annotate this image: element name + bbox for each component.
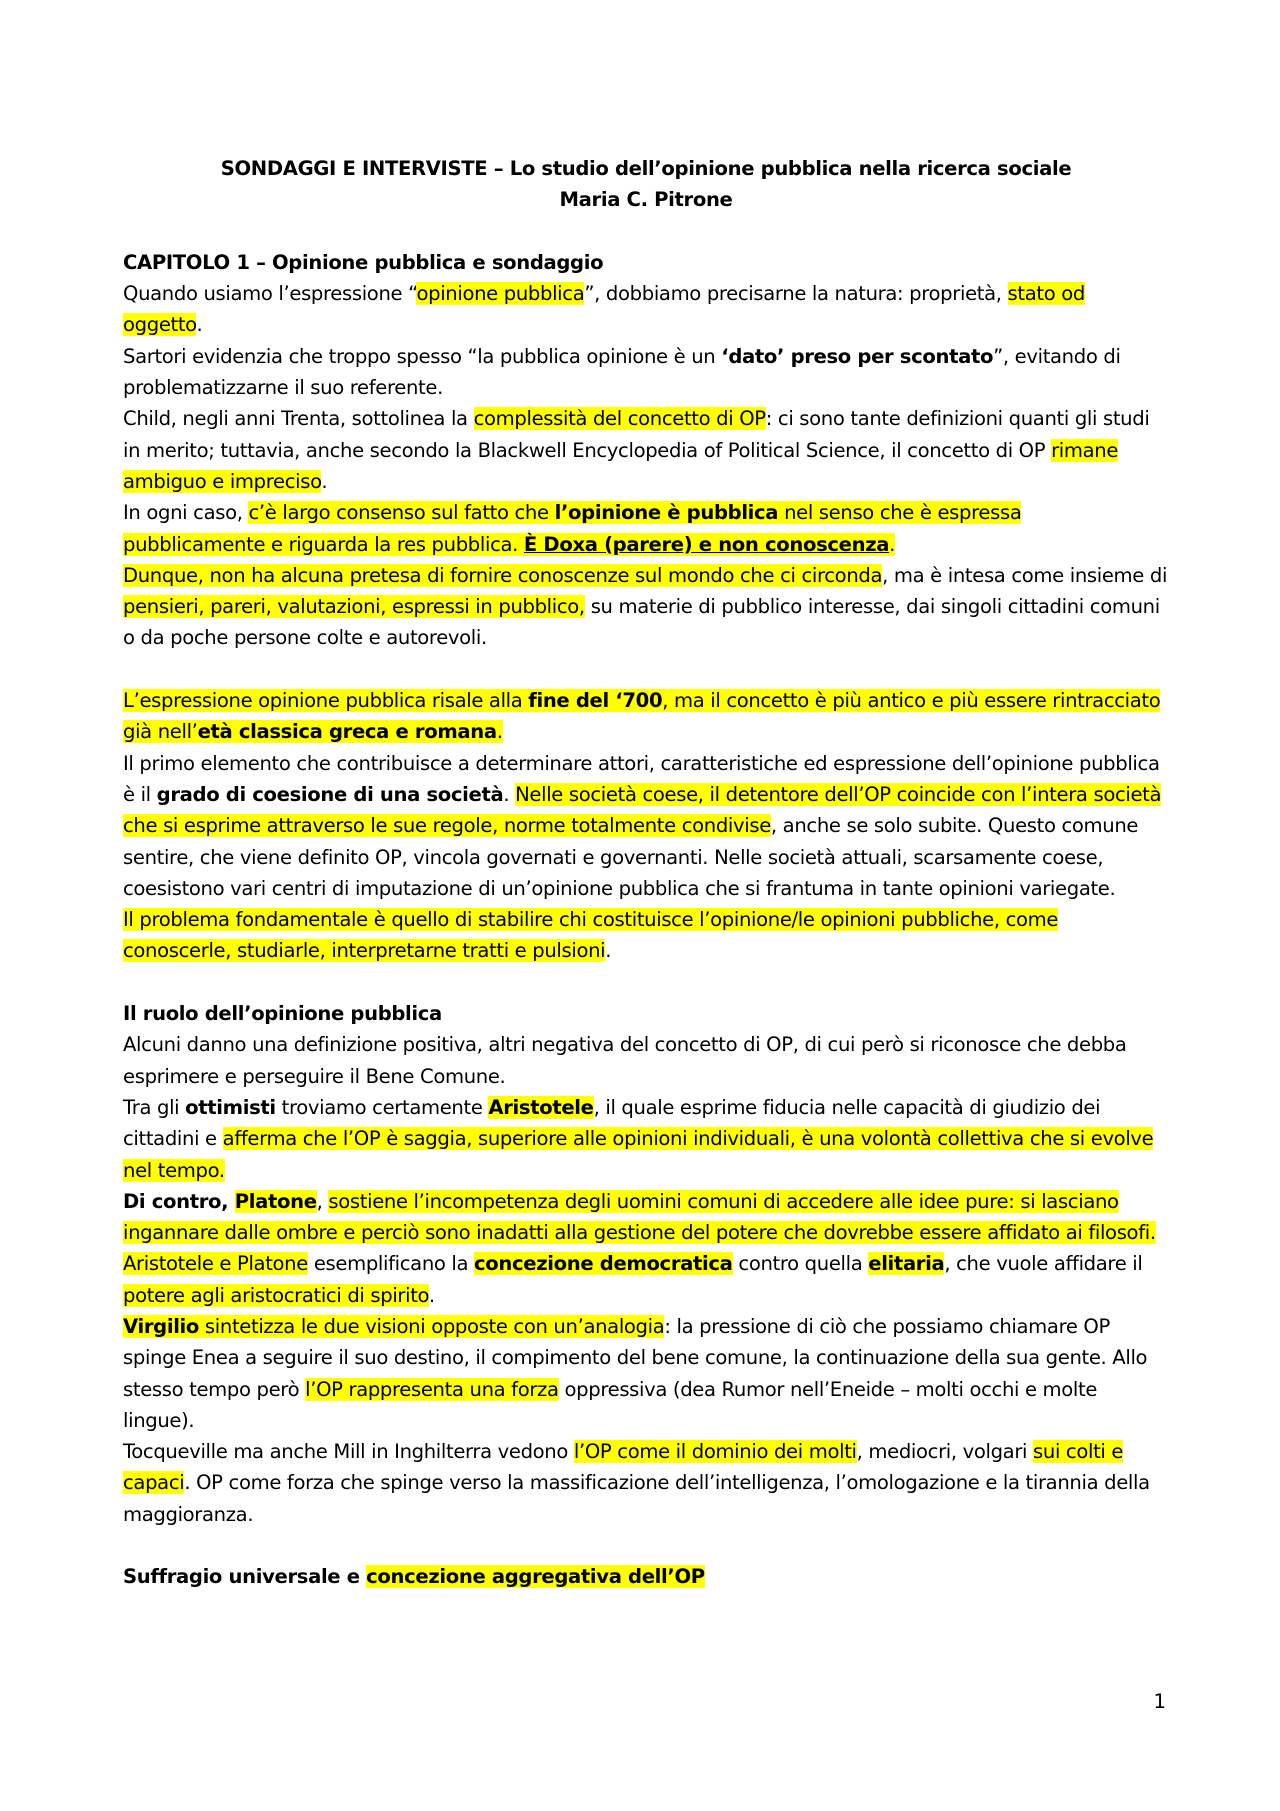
blank-line [123,654,1169,685]
paragraph: Il problema fondamentale è quello di stabilire chi costituisce l’opinione/le opinioni pubbliche, come conoscerle, studiarle, interpretarne tratti e pulsioni. [123,908,1059,963]
paragraph: Quando usiamo l’espressione “opinione pubblica”, dobbiamo precisarne la natura: proprietà, stato od oggetto. [123,282,1085,337]
page-number: 1 [1153,1690,1166,1713]
section-heading: Suffragio universale e concezione aggregativa dell’OP [123,1565,705,1589]
paragraph: Child, negli anni Trenta, sottolinea la complessità del concetto di OP: ci sono tante definizioni quanti gli studi in merito; tuttavia, anche secondo la Blackwell Encyclopedia of Political Science, il concetto di OP rimane ambiguo e impreciso. [123,407,1150,493]
blank-line [123,216,1169,247]
paragraph: Tra gli ottimisti troviamo certamente Aristotele, il quale esprime fiducia nelle capacità di giudizio dei cittadini e afferma che l’OP è saggia, superiore alle opinioni individuali, è una volontà collettiva che si evolve nel tempo. [123,1095,1154,1182]
paragraph: In ogni caso, c’è largo consenso sul fatto che l’opinione è pubblica nel senso che è espressa pubblicamente e riguarda la res pubblica. È Doxa (parere) e non conoscenza. [123,501,1022,556]
section-heading: Il ruolo dell’opinione pubblica [123,1002,442,1026]
document-author: Maria C. Pitrone [559,188,733,212]
paragraph: Dunque, non ha alcuna pretesa di fornire conoscenze sul mondo che ci circonda, ma è intesa come insieme di pensieri, pareri, valutazioni, espressi in pubblico, su materie di pubblico interesse, dai singoli cittadini comuni o da poche persone colte e autorevoli. [123,563,1168,650]
paragraph: Alcuni danno una definizione positiva, altri negativa del concetto di OP, di cui però si riconosce che debba esprimere e perseguire il Bene Comune. [123,1033,1127,1088]
document-body [123,153,1169,1593]
blank-line [123,967,1169,998]
paragraph: Sartori evidenzia che troppo spesso “la pubblica opinione è un ‘dato’ preso per scontato”, evitando di problematizzarne il suo referente. [123,344,1121,400]
paragraph: L’espressione opinione pubblica risale alla fine del ‘700, ma il concetto è più antico e più essere rintracciato già nell’età classica greca e romana. [123,689,1161,744]
paragraph: Virgilio sintetizza le due visioni opposte con un’analogia: la pressione di ciò che possiamo chiamare OP spinge Enea a seguire il suo destino, il compimento del bene comune, la continuazione della sua gente. Allo stesso tempo però l’OP rappresenta una forza oppressiva (dea Rumor nell’Eneide – molti occhi e molte lingue). [123,1314,1148,1432]
blank-line [123,1530,1169,1561]
chapter-heading: CAPITOLO 1 – Opinione pubblica e sondaggio [123,250,604,274]
paragraph: Aristotele e Platone esemplificano la concezione democratica contro quella elitaria, che vuole affidare il potere agli aristocratici di spirito. [123,1252,1143,1307]
paragraph: Il primo elemento che contribuisce a determinare attori, caratteristiche ed espressione dell’opinione pubblica è il grado di coesione di una società. Nelle società coese, il detentore dell’OP coincide con l’intera società che si esprime attraverso le sue regole, norme totalmente condivise, anche se solo subite. Questo comune sentire, che viene definito OP, vincola governati e governanti. Nelle società attuali, scarsamente coese, coesistono vari centri di imputazione di un’opinione pubblica che si frantuma in tante opinioni variegate. [123,751,1162,900]
paragraph: Di contro, Platone, sostiene l’incompetenza degli uomini comuni di accedere alle idee pure: si lasciano ingannare dalle ombre e perciò sono inadatti alla gestione del potere che dovrebbe essere affidato ai filosofi. [123,1189,1156,1245]
document-title: SONDAGGI E INTERVISTE – Lo studio dell’opinione pubblica nella ricerca sociale [220,157,1072,180]
paragraph: Tocqueville ma anche Mill in Inghilterra vedono l’OP come il dominio dei molti, mediocri, volgari sui colti e capaci. OP come forza che spinge verso la massificazione dell’intelligenza, l’omologazione e la tirannia della maggioranza. [123,1440,1150,1526]
